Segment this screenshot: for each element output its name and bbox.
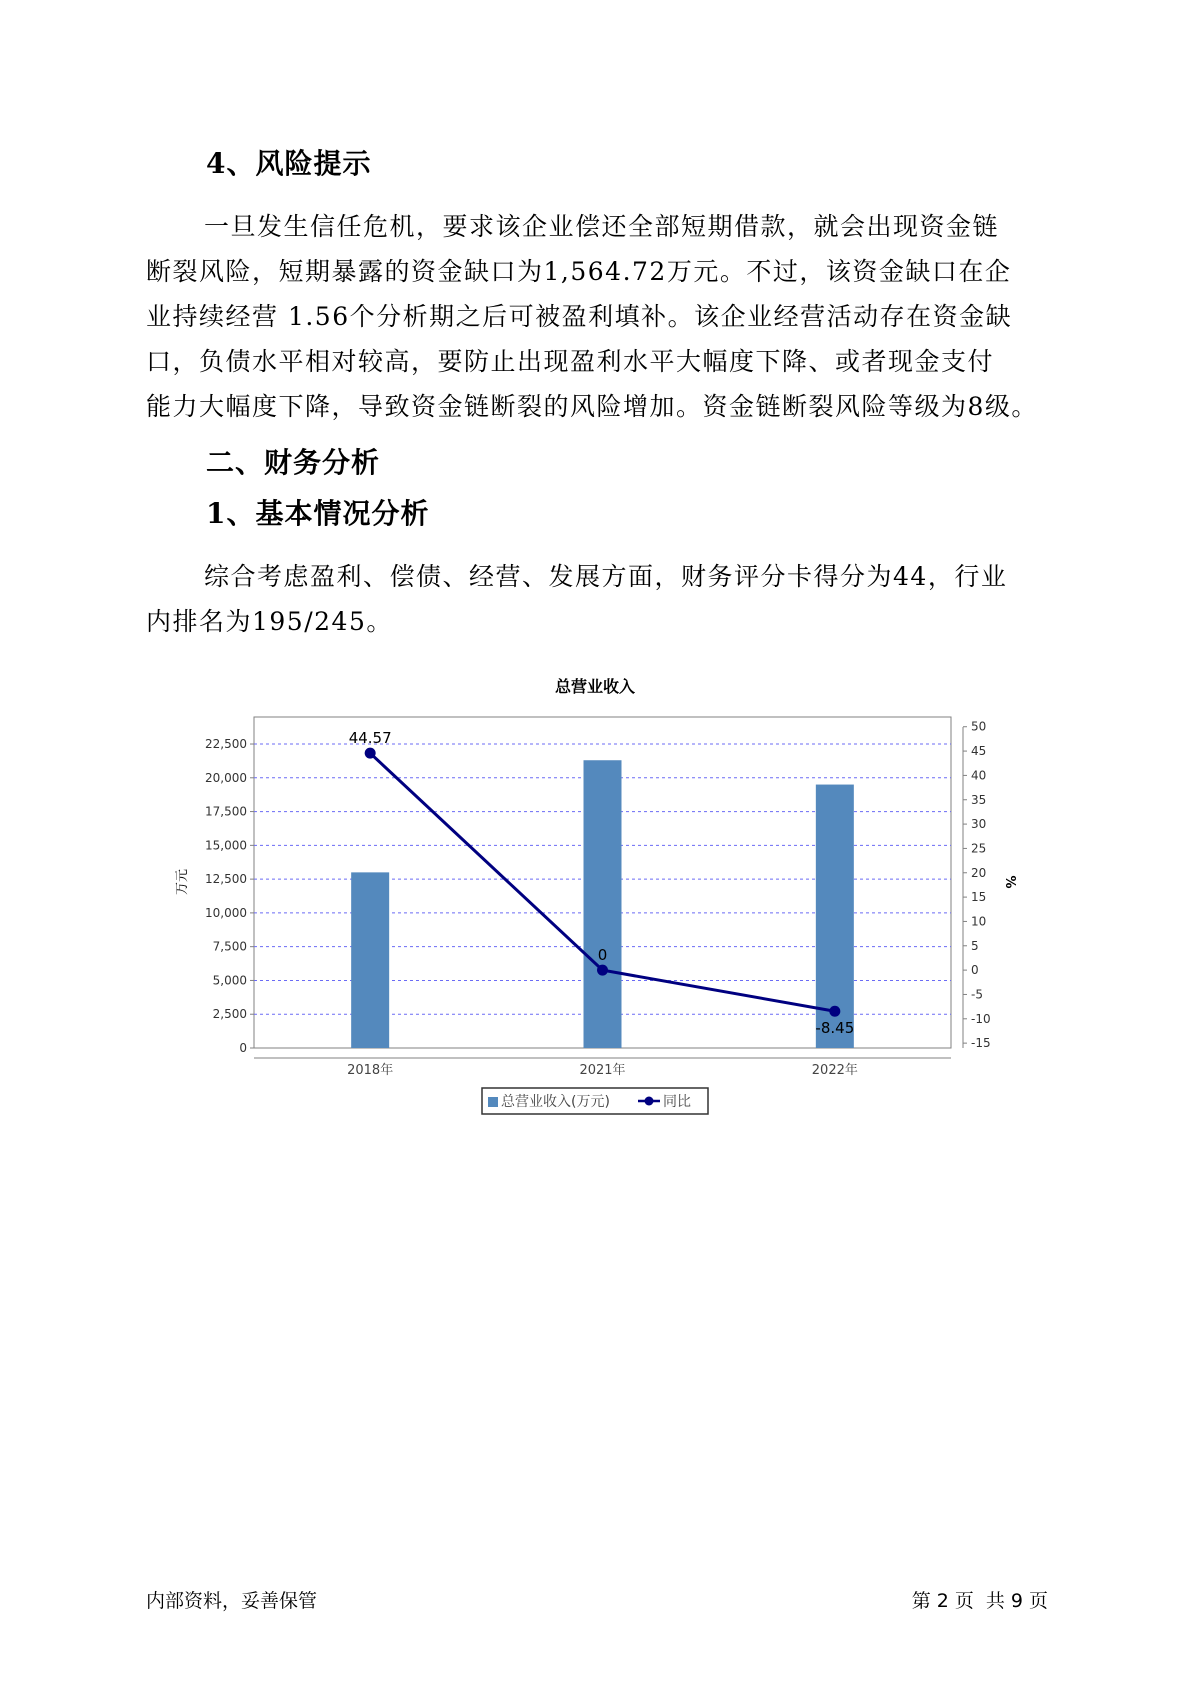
footer-confidential: 内部资料，妥善保管 (146, 1590, 318, 1612)
page-prefix: 第 (911, 1590, 931, 1612)
risk-line: 一旦发生信任危机，要求该企业偿还全部短期借款，就会出现资金链 (204, 212, 1000, 241)
y-right-tick-label: -5 (971, 987, 983, 1002)
y-tick-label: 7,500 (212, 939, 247, 954)
section-heading-basic: 1、基本情况分析 (206, 497, 430, 530)
basic-line: 综合考虑盈利、偿债、经营、发展方面，财务评分卡得分为44，行业 (204, 562, 1008, 591)
y-axis-label: 万元 (175, 868, 190, 896)
y-right-tick-label: 50 (971, 719, 987, 734)
y-right-tick-label: -15 (971, 1036, 991, 1051)
basic-line: 内排名为195/245。 (146, 607, 393, 636)
left-axis (205, 737, 254, 1055)
x-axis-labels (347, 1062, 858, 1078)
yoy-point (597, 965, 608, 976)
y-tick-label: 0 (239, 1041, 247, 1055)
x-tick-label: 2022年 (811, 1063, 858, 1078)
total-unit: 页 (1028, 1590, 1048, 1612)
yoy-point (365, 748, 376, 759)
risk-paragraph (146, 204, 1058, 429)
y-right-tick-label: 0 (971, 963, 979, 978)
yoy-point (829, 1006, 840, 1017)
section-heading-risk: 4、风险提示 (206, 147, 372, 180)
y-tick-label: 15,000 (205, 838, 247, 853)
y-right-tick-label: 15 (971, 890, 987, 905)
revenue-chart (170, 668, 1020, 1128)
y-tick-label: 20,000 (205, 770, 247, 785)
y-tick-label: 12,500 (205, 872, 247, 887)
y-right-tick-label: 25 (971, 841, 987, 856)
yoy-data-label: 0 (597, 946, 608, 965)
chart-title: 总营业收入 (554, 677, 636, 696)
legend-line-label: 同比 (663, 1094, 691, 1110)
y-right-tick-label: 35 (971, 792, 987, 807)
footer-page-number (909, 1586, 1051, 1613)
x-tick-label: 2021年 (579, 1063, 626, 1078)
page-num: 2 (936, 1590, 949, 1612)
y-tick-label: 2,500 (212, 1007, 247, 1022)
risk-line: 业持续经营 1.56个分析期之后可被盈利填补。该企业经营活动存在资金缺 (146, 302, 1013, 331)
bar (584, 760, 622, 1048)
legend-bar-swatch (488, 1097, 498, 1107)
bar (351, 872, 389, 1048)
y-right-tick-label: 40 (971, 768, 987, 783)
risk-line: 断裂风险，短期暴露的资金缺口为1,564.72万元。不过，该资金缺口在企 (146, 257, 1012, 286)
yoy-data-label: -8.45 (815, 1019, 855, 1038)
total-prefix: 共 (985, 1590, 1005, 1612)
y-right-tick-label: 5 (971, 938, 979, 953)
page-unit: 页 (954, 1590, 974, 1612)
y-tick-label: 5,000 (212, 973, 247, 988)
y-right-tick-label: -10 (971, 1011, 991, 1026)
total-num: 9 (1010, 1590, 1023, 1612)
basic-paragraph (146, 554, 1058, 644)
legend-bar-label: 总营业收入(万元) (501, 1094, 610, 1110)
y-tick-label: 22,500 (205, 737, 247, 752)
yoy-data-label: 44.57 (348, 729, 392, 748)
legend (482, 1088, 708, 1114)
y-right-tick-label: 10 (971, 914, 987, 929)
y-right-tick-label: 30 (971, 817, 987, 832)
y-axis-right-label: % (1002, 875, 1017, 889)
y-tick-label: 17,500 (205, 804, 247, 819)
right-axis (963, 720, 991, 1050)
risk-line: 能力大幅度下降，导致资金链断裂的风险增加。资金链断裂风险等级为8级。 (146, 392, 1038, 421)
y-tick-label: 10,000 (205, 905, 247, 920)
risk-line: 口，负债水平相对较高，要防止出现盈利水平大幅度下降、或者现金支付 (146, 347, 995, 376)
legend-line-marker (645, 1097, 654, 1106)
section-heading-financial: 二、财务分析 (206, 446, 381, 479)
y-right-tick-label: 20 (971, 865, 987, 880)
y-right-tick-label: 45 (971, 744, 987, 759)
x-tick-label: 2018年 (347, 1063, 394, 1078)
